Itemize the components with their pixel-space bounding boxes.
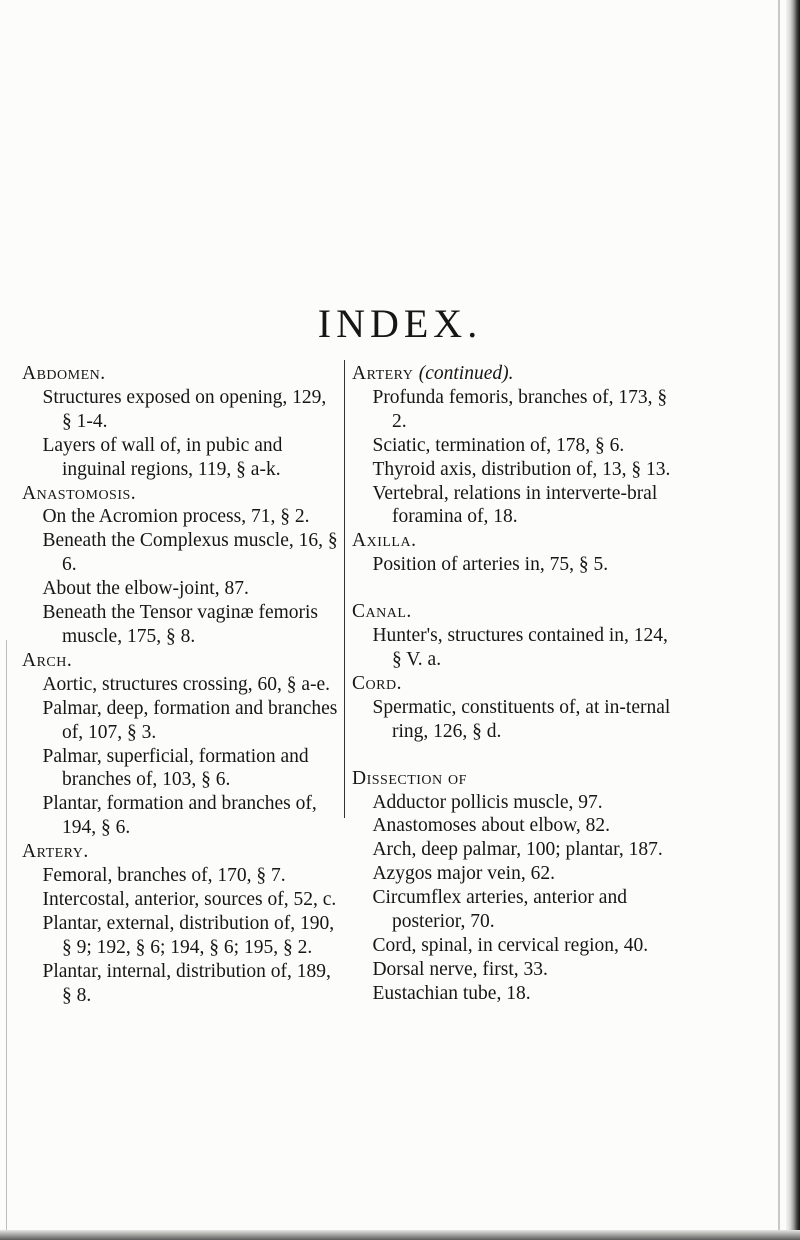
page-bottom-edge [0,1230,800,1240]
index-entry: Thyroid axis, distribution of, 13, § 13. [372,458,671,480]
index-heading-axilla [352,529,682,553]
index-entry: Hunter's, structures contained in, 124, § V. a. [372,625,668,670]
index-entry: Plantar, external, distribution of, 190, § 9; 192, § 6; 194, § 6; 195, § 2. [42,912,335,958]
index-heading-text: Canal. [352,601,412,623]
index-entry: Sciatic, termination of, 178, § 6. [372,434,625,456]
index-entry: On the Acromion process, 71, § 2. [42,506,310,528]
index-entry: Dorsal nerve, first, 33. [372,958,548,980]
index-entry: Plantar, internal, distribution of, 189, § 8. [42,960,331,1006]
index-heading-text: Arch. [22,649,73,671]
index-heading-abdomen [22,362,340,386]
index-heading-text: Artery. [22,841,89,863]
index-heading-artery [352,362,682,386]
page-title: INDEX. [317,301,483,346]
index-entry: Spermatic, constituents of, at in-ternal ring, 126, § d. [372,696,671,742]
index-entry: Arch, deep palmar, 100; plantar, 187. [372,839,663,861]
index-entry: Cord, spinal, in cervical region, 40. [372,934,649,956]
index-entry: Intercostal, anterior, sources of, 52, c. [42,888,337,910]
index-entry: Plantar, formation and branches of, 194, § 6. [42,793,317,839]
index-entry: Profunda femoris, branches of, 173, § 2. [372,386,668,432]
index-entry: Azygos major vein, 62. [372,863,555,885]
index-heading-text: Dissection of [352,767,467,789]
page-fold-line [6,640,7,1230]
index-heading-suffix: (continued). [418,363,514,384]
index-entry: Structures exposed on opening, 129, § 1-4. [42,386,327,432]
index-entry: Adductor pollicis muscle, 97. [372,791,603,813]
index-entry: Palmar, superficial, formation and branches of, 103, § 6. [42,745,309,791]
index-entry: Position of arteries in, 75, § 5. [372,554,609,576]
index-entry: Palmar, deep, formation and branches of, 107, § 3. [42,697,338,743]
index-heading-canal [352,600,682,624]
column-divider [344,360,345,818]
index-entry: Eustachian tube, 18. [372,982,531,1004]
index-heading-dissection-of [352,767,682,791]
index-heading-anastomosis [22,482,340,506]
index-entry: Aortic, structures crossing, 60, § a-e. [42,673,331,695]
index-heading-artery [22,840,340,864]
page-edge-line [778,0,780,1240]
index-entry: Beneath the Complexus muscle, 16, § 6. [42,530,338,576]
index-entry: Vertebral, relations in interverte-bral foramina of, 18. [372,482,658,528]
index-entry: About the elbow-joint, 87. [42,578,249,600]
index-heading-text: Anastomosis. [22,482,137,504]
index-entry: Femoral, branches of, 170, § 7. [42,865,286,887]
index-heading-cord [352,672,682,696]
book-spine-edge [786,0,800,1240]
index-column-right [352,362,682,1006]
index-column-left [22,362,340,1007]
index-heading-text: Abdomen. [22,363,106,384]
index-entry: Anastomoses about elbow, 82. [372,815,611,837]
index-entry: Circumflex arteries, anterior and posterior, 70. [372,887,627,933]
index-heading-arch [22,649,340,673]
index-heading-text: Artery [352,363,414,384]
index-entry: Beneath the Tensor vaginæ femoris muscle, 175, § 8. [42,602,319,647]
index-heading-text: Cord. [352,672,402,694]
index-entry: Layers of wall of, in pubic and inguinal regions, 119, § a-k. [42,434,283,480]
index-heading-text: Axilla. [352,530,417,552]
